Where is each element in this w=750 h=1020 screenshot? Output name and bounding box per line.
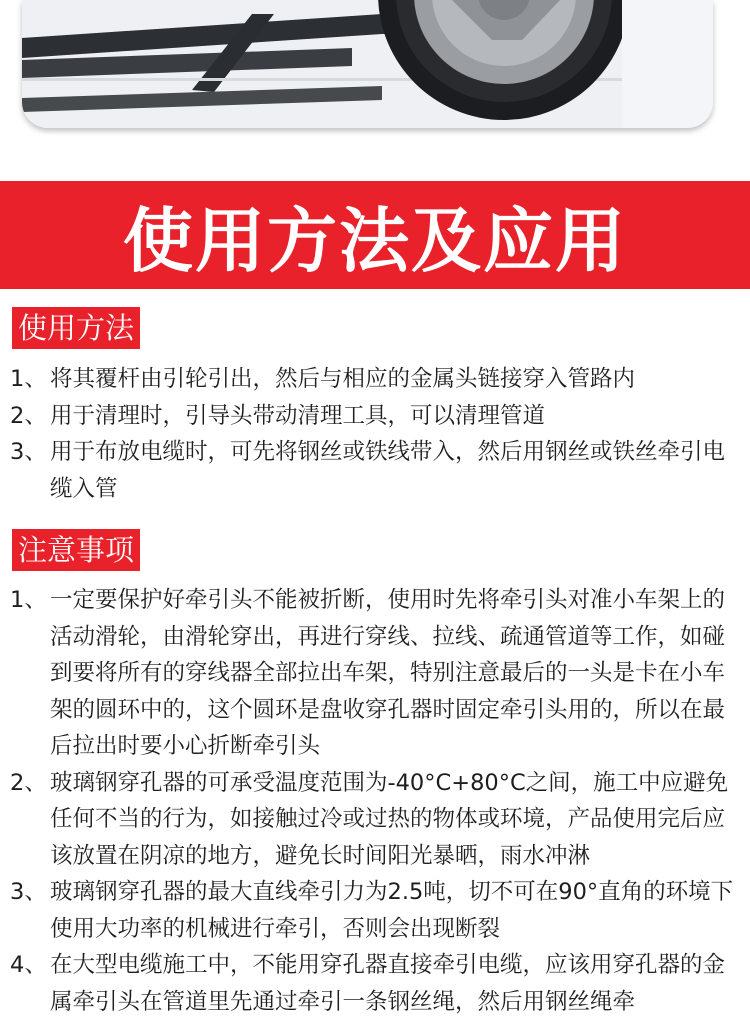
- item-number: 4、: [10, 952, 47, 978]
- item-text: 一定要保护好牵引头不能被折断，使用时先将牵引头对准小车架上的活动滑轮，由滑轮穿出，再进行穿线、拉线、疏通管道等工作，如碰到要将所有的穿线器全部拉出车架，特别注意最后的一头是卡在小车架的圆环中的，这个圆环是盘收穿孔器时固定牵引头用的，所以在最后拉出时要小心折断牵引头: [50, 587, 726, 759]
- list-item: [10, 947, 740, 1020]
- notes-heading: 注意事项: [12, 529, 140, 571]
- item-number: 3、: [10, 439, 47, 465]
- notes-list: [10, 582, 740, 1020]
- usage-heading: 使用方法: [12, 307, 140, 349]
- item-text: 在大型电缆施工中，不能用穿孔器直接牵引电缆，应该用穿孔器的金属牵引头在管道里先通过牵引一条钢丝绳，然后用钢丝绳牵: [50, 952, 726, 1015]
- item-number: 1、: [10, 366, 47, 392]
- list-item: [10, 765, 740, 875]
- item-number: 3、: [10, 879, 47, 905]
- item-text: 用于清理时，引导头带动清理工具，可以清理管道: [50, 402, 546, 429]
- item-number: 2、: [10, 402, 47, 429]
- list-item: [10, 874, 740, 947]
- item-text: 用于布放电缆时，可先将钢丝或铁线带入，然后用钢丝或铁丝牵引电缆入管: [50, 439, 726, 502]
- list-item: [10, 582, 740, 765]
- usage-list: [10, 361, 740, 507]
- list-item: [10, 398, 740, 435]
- item-number: 1、: [10, 587, 47, 613]
- page-title: 使用方法及应用: [123, 199, 627, 282]
- list-item: [10, 434, 740, 507]
- item-text: 玻璃钢穿孔器的最大直线牵引力为2.5吨，切不可在90°直角的环境下使用大功率的机械进行牵引，否则会出现断裂: [50, 879, 734, 942]
- item-number: 2、: [10, 769, 47, 796]
- item-text: 玻璃钢穿孔器的可承受温度范围为-40°C+80°C之间，施工中应避免任何不当的行为，如接触过冷或过热的物体或环境，产品使用完后应该放置在阴凉的地方，避免长时间阳光暴晒，雨水冲淋: [50, 769, 729, 869]
- item-text: 将其覆杆由引轮引出，然后与相应的金属头链接穿入管路内: [50, 366, 636, 392]
- list-item: [10, 361, 740, 398]
- product-photo: [22, 0, 713, 128]
